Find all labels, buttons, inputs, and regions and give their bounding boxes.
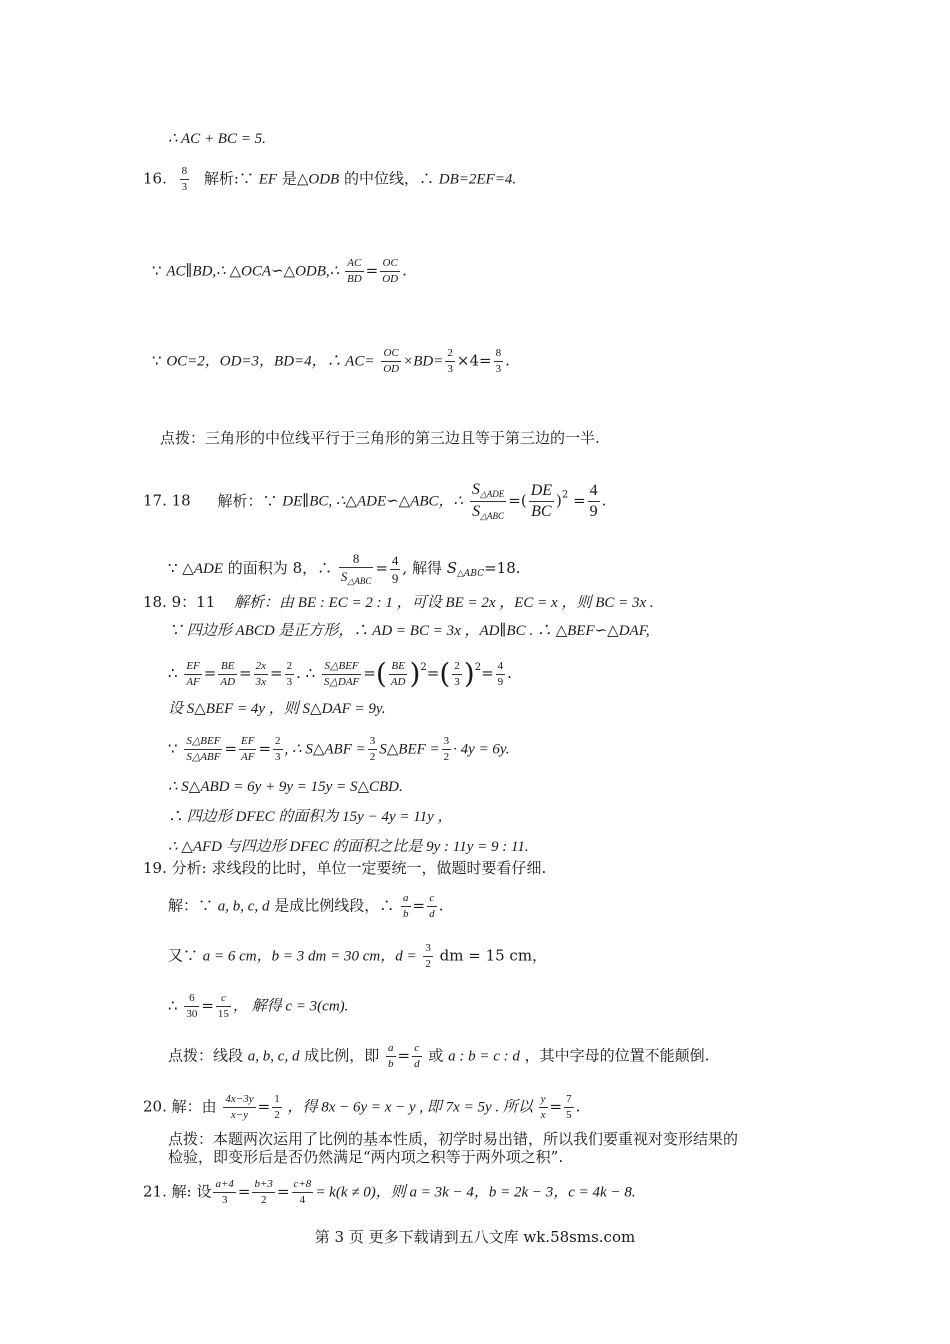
fraction — [368, 736, 378, 763]
numerator: c — [427, 893, 437, 907]
denominator: 4 — [299, 1194, 306, 1206]
q16-tip — [160, 428, 600, 448]
text: ∵ — [152, 261, 167, 280]
text: . — [505, 351, 510, 370]
text: 点拨：线段 — [168, 1046, 248, 1065]
numerator: S△BEF — [184, 736, 222, 750]
equals: = — [365, 261, 379, 280]
numerator: b+3 — [252, 1179, 274, 1193]
q17-line1 — [143, 482, 606, 521]
subscript: △ABC — [457, 569, 485, 579]
fraction — [213, 1179, 235, 1206]
fraction — [322, 661, 361, 688]
text: 或 — [423, 1046, 449, 1065]
numerator — [470, 482, 506, 502]
fraction-oc-od — [381, 348, 401, 375]
text: ∵ — [168, 739, 183, 758]
q20-line1 — [143, 1094, 580, 1121]
fraction — [452, 661, 462, 688]
numerator: S△BEF — [322, 661, 361, 675]
q18-line7 — [168, 806, 453, 827]
denominator: 2 — [260, 1194, 267, 1206]
text: 解：由 — [171, 1097, 222, 1116]
denominator: BC — [531, 503, 552, 520]
equals: = — [201, 996, 214, 1015]
fraction-4-9 — [588, 483, 600, 520]
line-ac-bc — [168, 128, 266, 149]
denominator: 3 — [454, 675, 460, 688]
math-text: a = 6 cm，b = 3 dm = 30 cm，d = — [202, 948, 417, 965]
text: dm = 15 cm， — [434, 946, 548, 965]
q18-number: 18. 9：11 — [143, 593, 216, 611]
text: 又∵ — [168, 946, 203, 965]
math-vars: a, b, c, d — [247, 1048, 300, 1065]
q19-line4 — [168, 993, 348, 1020]
denominator: 5 — [566, 1109, 572, 1121]
exponent: 2 — [561, 489, 569, 501]
q17-line2 — [168, 552, 521, 586]
numerator: BE — [218, 661, 237, 675]
subscript: △ADE — [479, 489, 505, 499]
q18-line8 — [168, 836, 529, 857]
numerator: 7 — [564, 1094, 574, 1108]
numerator: a — [386, 1043, 396, 1057]
fraction — [184, 661, 201, 688]
text: . — [402, 261, 407, 280]
fraction — [272, 1094, 282, 1121]
text: ∴ — [168, 996, 183, 1015]
fraction-oc-od — [380, 258, 400, 285]
numerator: 4 — [496, 661, 506, 675]
math-text: ∴ S△ABD = 6y + 9y = 15y = S△CBD. — [168, 779, 403, 795]
math-text: ×4= — [456, 351, 492, 370]
fraction-8-s — [339, 552, 373, 586]
equals: = — [573, 491, 586, 510]
q16-line1 — [143, 166, 516, 193]
denominator: 15 — [217, 1008, 229, 1020]
q20-number: 20. — [143, 1097, 167, 1116]
numerator: 2 — [452, 661, 462, 675]
denominator: 9 — [497, 675, 504, 688]
fraction — [389, 661, 408, 688]
q16-text: 解析:∵ — [203, 169, 259, 188]
right-paren: ) — [409, 657, 421, 690]
math-text: ∴ △AFD 与四边形 DFEC 的面积之比是 9y : 11y = 9 : 11. — [168, 839, 529, 855]
numerator: a — [401, 893, 411, 907]
equals: = — [363, 664, 376, 682]
fraction — [273, 736, 283, 763]
denominator: x — [540, 1109, 546, 1121]
q16-text: 是△ — [277, 169, 309, 188]
q18-line6 — [168, 776, 403, 797]
denominator: 2 — [369, 751, 376, 763]
q20-tip1 — [168, 1129, 738, 1149]
equals: = — [426, 664, 440, 682]
q17-number: 17. 18 — [143, 491, 191, 510]
numerator: EF — [184, 661, 201, 675]
exponent: 2 — [420, 662, 427, 673]
fraction — [223, 1094, 255, 1121]
numerator: 8 — [180, 166, 190, 180]
numerator: 4x−3y — [223, 1094, 255, 1108]
q18-line2 — [168, 620, 650, 641]
text: 分析: 求线段的比时，单位一定要统一，做题时要看仔细. — [171, 859, 547, 877]
subscript: △ABC — [480, 511, 505, 521]
q19-line3 — [168, 943, 547, 970]
q19-tip — [168, 1043, 709, 1070]
equals: = — [258, 739, 272, 758]
math-text: OC=2，OD=3，BD=4，∴ AC= — [166, 353, 375, 370]
numerator: 6 — [184, 993, 199, 1007]
fraction-8-3 — [494, 348, 504, 375]
text: ∴ — [168, 664, 183, 682]
equals: = — [257, 1097, 271, 1116]
denominator: 3 — [286, 675, 293, 688]
equals: =( — [508, 491, 527, 510]
q18-line5 — [168, 736, 510, 763]
fraction — [216, 993, 231, 1020]
numerator: c — [216, 993, 231, 1007]
q16-line2 — [152, 258, 407, 285]
math-text: S△BEF = — [379, 741, 440, 758]
s: S — [340, 569, 348, 584]
denominator: AD — [390, 675, 406, 688]
numerator: 4 — [391, 552, 399, 568]
denominator — [470, 502, 506, 521]
numerator: 3 — [368, 736, 378, 750]
text: 成比例，即 — [299, 1046, 384, 1065]
math-text: ∵ 四边形 ABCD 是正方形，∴ AD = BC = 3x ，AD∥BC . ∴ △BEF∽△DAF, — [168, 623, 650, 639]
text: . — [601, 491, 607, 510]
denominator: OD — [382, 273, 399, 285]
math-ade: ADE — [193, 561, 224, 577]
fraction — [442, 736, 452, 763]
math-text: ， 解得 c = 3(cm). — [232, 998, 349, 1015]
math-text: , ∴ S△ABF = — [284, 741, 366, 758]
denominator: BD — [346, 273, 362, 285]
equals: = — [549, 1097, 563, 1116]
math-text: · 4y = 6y. — [453, 741, 510, 758]
numerator: 2 — [445, 348, 455, 362]
text: =18. — [484, 559, 521, 577]
denominator: b — [388, 1058, 394, 1070]
math-text: 设 S△BEF = 4y ，则 S△DAF = 9y. — [168, 701, 386, 717]
equals: = — [224, 739, 238, 758]
text: . — [507, 664, 512, 682]
q19-number: 19. — [143, 859, 167, 877]
denominator: 2 — [425, 958, 431, 970]
text: 解析：∵ — [217, 491, 283, 510]
denominator: AD — [220, 675, 236, 688]
fraction — [412, 1043, 422, 1070]
numerator: a+4 — [213, 1179, 235, 1193]
equals: = — [412, 896, 426, 915]
fraction-4-9 — [390, 554, 401, 585]
q16-odb: ODB — [308, 171, 340, 188]
s: S — [471, 481, 480, 498]
fraction-de-bc — [529, 483, 554, 520]
text: 解：∵ — [168, 896, 218, 915]
math-text: AC∥BD,∴ △OCA∽△ODB,∴ — [166, 263, 343, 280]
page-footer: 第 3 页 更多下载请到五八文库 wk.58sms.com — [314, 1228, 636, 1246]
fraction — [184, 993, 199, 1020]
numerator: 1 — [272, 1094, 282, 1108]
numerator: c — [412, 1043, 422, 1057]
math-text: ∴ 四边形 DFEC 的面积为 15y − 4y = 11y ， — [168, 809, 453, 825]
left-paren: ( — [375, 657, 387, 690]
fraction-area-ratio — [470, 482, 506, 521]
q20-tip2 — [168, 1147, 563, 1167]
numerator: 8 — [339, 552, 373, 568]
text: 解: 设 — [171, 1182, 212, 1201]
equals: = — [397, 1046, 411, 1065]
math-text: ×BD= — [403, 353, 444, 370]
math-text: 解析：由 BE : EC = 2 : 1 ，可设 BE = 2x ，EC = x ，则 BC = 3x . — [234, 595, 654, 611]
denominator: x−y — [230, 1109, 249, 1121]
q19-line2 — [168, 893, 443, 920]
paren: ) — [556, 491, 562, 510]
denominator: d — [414, 1058, 420, 1070]
left-paren: ( — [439, 657, 451, 690]
numerator: OC — [381, 348, 401, 362]
q16-ef: EF — [258, 171, 278, 188]
math-text: DE∥BC, ∴△ADE∽△ABC，∴ — [282, 493, 464, 510]
denominator: S△DAF — [323, 675, 360, 688]
tip-text: 检验，即变形后是否仍然满足“两内项之积等于两外项之积”. — [168, 1148, 564, 1166]
fraction-2-3 — [445, 348, 455, 375]
equals: = — [203, 664, 217, 682]
numerator: 3 — [423, 943, 433, 957]
fraction — [184, 736, 222, 763]
s: S — [472, 503, 481, 520]
denominator: 3 — [495, 363, 502, 375]
denominator — [339, 568, 373, 586]
fraction — [285, 661, 295, 688]
subscript: △ABC — [347, 576, 372, 586]
denominator: 3 — [181, 181, 188, 193]
equals: = — [239, 664, 252, 682]
math-ratio: a : b = c : d — [448, 1048, 520, 1065]
fraction — [239, 736, 256, 763]
denominator: 2 — [443, 751, 450, 763]
denominator: 3 — [447, 363, 453, 375]
denominator: 3 — [221, 1194, 228, 1206]
math-vars: a, b, c, d — [217, 898, 270, 915]
text: . — [575, 1097, 581, 1116]
math-text: ，得 8x − 6y = x − y , 即 7x = 5y . 所以 — [283, 1099, 537, 1116]
numerator: AC — [345, 258, 364, 272]
numerator: 3 — [442, 736, 452, 750]
numerator: c+8 — [292, 1179, 314, 1193]
q16-line3 — [152, 348, 510, 375]
text: , 解得 — [402, 559, 447, 577]
text: ∵ — [152, 351, 167, 370]
numerator: 4 — [588, 483, 600, 502]
denominator: 9 — [589, 503, 598, 520]
fraction — [292, 1179, 314, 1206]
q18-line3 — [168, 658, 512, 688]
denominator: b — [403, 908, 409, 920]
denominator: 9 — [391, 570, 399, 586]
equals: = — [237, 1182, 251, 1201]
fraction — [254, 661, 268, 688]
q18-line1 — [143, 592, 654, 613]
denominator: S△ABF — [186, 751, 221, 763]
equals: = — [481, 664, 494, 682]
q16-answer-fraction — [180, 166, 190, 193]
fraction — [218, 661, 237, 688]
fraction — [427, 893, 437, 920]
equals: = — [276, 1182, 290, 1201]
denominator: AF — [186, 675, 200, 688]
right-paren: ) — [463, 657, 475, 690]
denominator: 3 — [275, 751, 281, 763]
fraction — [496, 661, 506, 688]
numerator: EF — [239, 736, 256, 750]
fraction — [564, 1094, 574, 1121]
text: 的面积为 8，∴ — [223, 559, 333, 577]
fraction — [386, 1043, 396, 1070]
equals: = — [269, 664, 283, 682]
numerator: 2x — [254, 661, 268, 675]
fraction — [401, 893, 411, 920]
equals: = — [375, 559, 388, 577]
numerator: BE — [389, 661, 408, 675]
q16-number: 16. — [143, 169, 167, 188]
fraction — [539, 1094, 548, 1121]
numerator: DE — [529, 483, 554, 502]
q16-eq: DB=2EF=4. — [438, 171, 517, 188]
numerator: 8 — [494, 348, 504, 362]
fraction-ac-bd — [345, 258, 364, 285]
text: 是成比例线段，∴ — [269, 896, 399, 915]
denominator: 3x — [255, 675, 266, 688]
fraction — [252, 1179, 274, 1206]
denominator: 2 — [274, 1109, 280, 1121]
text: . — [438, 896, 444, 915]
denominator: d — [429, 908, 435, 920]
fraction — [423, 943, 433, 970]
q16-text: 的中位线，∴ — [339, 169, 439, 188]
numerator: OC — [380, 258, 400, 272]
q21-line1 — [143, 1179, 636, 1206]
s: S — [446, 559, 457, 577]
text: ，其中字母的位置不能颠倒. — [519, 1046, 710, 1065]
denominator: OD — [383, 363, 400, 375]
exponent: 2 — [474, 662, 482, 673]
q18-line4 — [168, 698, 385, 719]
denominator: 30 — [186, 1008, 198, 1020]
tip-text: 点拨：三角形的中位线平行于三角形的第三边且等于第三边的一半. — [160, 429, 600, 447]
q21-number: 21. — [143, 1182, 167, 1201]
text: ∵ △ — [168, 559, 194, 577]
q19-line1 — [143, 858, 546, 878]
math-text: ∴ AC + BC = 5. — [168, 131, 266, 147]
denominator: AF — [241, 751, 255, 763]
numerator: 2 — [285, 661, 295, 675]
tip-text: 点拨：本题两次运用了比例的基本性质，初学时易出错，所以我们要重视对变形结果的 — [168, 1130, 739, 1148]
math-text: = k(k ≠ 0)，则 a = 3k − 4，b = 2k − 3，c = 4k − 8. — [315, 1184, 636, 1201]
numerator: y — [539, 1094, 548, 1108]
text: . ∴ — [296, 664, 320, 682]
numerator: 2 — [273, 736, 283, 750]
